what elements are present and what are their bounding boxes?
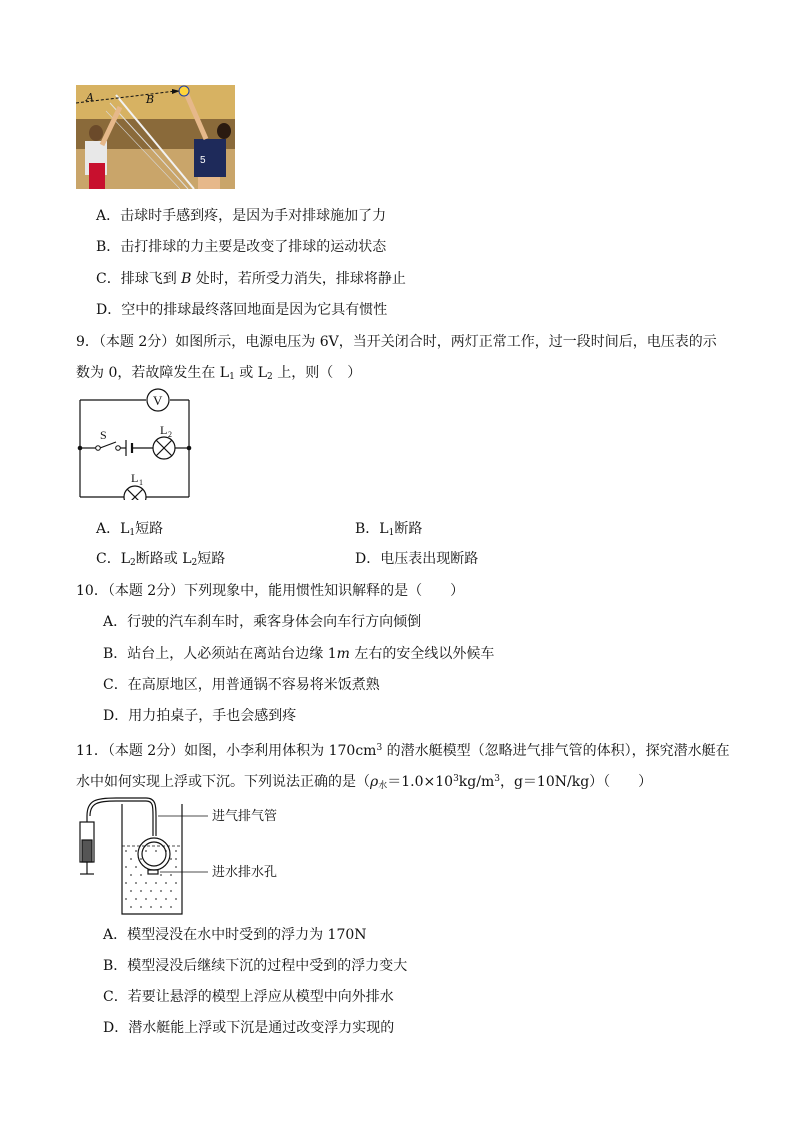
q11-rho-sub: 水 (378, 781, 388, 791)
q11-line2-unit: kg/m (458, 774, 495, 790)
q10-b-post: 左右的安全线以外候车 (349, 646, 495, 662)
q8-option-c-post: 处时，若所受力消失，排球将静止 (191, 271, 406, 287)
q9-option-c (96, 550, 225, 572)
q10-stem: 10．（本题 2分）下列现象中，能用惯性知识解释的是（ ） (76, 583, 465, 599)
q9-b-pre: B．L (355, 521, 389, 537)
q11-line2-sup: 3 (453, 774, 459, 784)
q9-b-post: 断路 (394, 521, 423, 537)
tube-label: 进气排气管 (212, 809, 278, 824)
q11-option-c: C．若要让悬浮的模型上浮应从模型中向外排水 (103, 989, 394, 1005)
q8-option-c-pre: C．排球飞到 (96, 271, 182, 287)
q11-option-a: A．模型浸没在水中时受到的浮力为 170N (103, 927, 367, 943)
switch-label: S (100, 428, 107, 442)
q9-line2-mid: 或 L (234, 365, 268, 381)
q9-c-post: 短路 (197, 551, 226, 567)
q11-line1-pre: 11．（本题 2分）如图，小李利用体积为 170cm (76, 743, 377, 759)
q11-stem-line2 (76, 770, 652, 795)
q11-line2-g: ，g＝10N/kg）（ ） (499, 774, 653, 790)
q8-option-d: D．空中的排球最终落回地面是因为它具有惯性 (96, 302, 388, 318)
lamp2-sub: 2 (168, 430, 172, 439)
q8-option-b: B．击打排球的力主要是改变了排球的运动状态 (96, 239, 387, 255)
q10-option-a: A．行驶的汽车刹车时，乘客身体会向车行方向倾倒 (103, 614, 422, 630)
q10-b-unit: m (336, 646, 350, 662)
point-a-label: A (86, 91, 94, 104)
q8-option-a: A．击球时手感到疼，是因为手对排球施加了力 (96, 208, 387, 224)
point-b-label: B (146, 93, 155, 106)
q11-line2-pre: 水中如何实现上浮或下沉。下列说法正确的是（ (76, 774, 370, 790)
q9-line2-sub1: 1 (229, 372, 235, 382)
submarine-svg (76, 796, 286, 918)
q9-b-sub: 1 (388, 528, 395, 538)
q10-option-c: C．在高原地区，用普通锅不容易将米饭煮熟 (103, 677, 380, 693)
lamp1-sub: 1 (139, 478, 143, 487)
q10-option-d: D．用力拍桌子，手也会感到疼 (103, 708, 297, 724)
q9-c-sub1: 2 (130, 558, 136, 568)
submarine-figure (76, 796, 286, 918)
circuit-diagram (76, 388, 196, 500)
q9-c-pre: C．L (96, 551, 131, 567)
q9-line2-pre: 数为 0，若故障发生在 L (76, 365, 230, 381)
q9-stem-line2 (76, 364, 361, 386)
q9-option-a (96, 520, 163, 542)
q9-line2-sub2: 2 (267, 372, 273, 382)
q9-stem-line1: 9．（本题 2分）如图所示，电源电压为 6V，当开关闭合时，两灯正常工作，过一段时间后，电压表的示 (76, 334, 717, 350)
volleyball-photo (76, 85, 235, 189)
q9-line2-post: 上，则（ ） (272, 365, 362, 381)
q11-option-d: D．潜水艇能上浮或下沉是通过改变浮力实现的 (103, 1020, 395, 1036)
q10-option-b (103, 645, 494, 663)
q11-line1-post: 的潜水艇模型（忽略进气排气管的体积），探究潜水艇在 (382, 743, 730, 759)
q9-a-sub: 1 (129, 528, 136, 538)
q11-line1-sup: 3 (376, 743, 383, 753)
q11-stem-line1 (76, 739, 730, 760)
circuit-svg (76, 388, 196, 500)
q9-c-sub2: 2 (191, 558, 198, 568)
lamp2-label: L (160, 423, 168, 437)
q11-rho: ρ (370, 774, 379, 790)
q9-a-pre: A．L (96, 521, 130, 537)
svg-text:5: 5 (200, 155, 206, 166)
q9-option-b (355, 520, 422, 542)
q9-option-d: D．电压表出现断路 (355, 551, 479, 567)
hole-label: 进水排水孔 (212, 865, 278, 880)
q9-c-mid: 断路或 L (135, 551, 192, 567)
q11-line2-eq: ＝1.0×10 (387, 774, 454, 790)
q8-option-c (96, 270, 406, 288)
voltmeter-label: V (153, 393, 163, 408)
q9-a-post: 短路 (135, 521, 164, 537)
q11-option-b: B．模型浸没后继续下沉的过程中受到的浮力变大 (103, 958, 408, 974)
q11-line2-sup2: 3 (494, 774, 500, 784)
volleyball-scene-image (76, 85, 235, 189)
q10-b-pre: B．站台上，人必须站在离站台边缘 1 (103, 646, 337, 662)
lamp1-label: L (131, 471, 139, 485)
q8-option-c-point: B (181, 271, 192, 287)
